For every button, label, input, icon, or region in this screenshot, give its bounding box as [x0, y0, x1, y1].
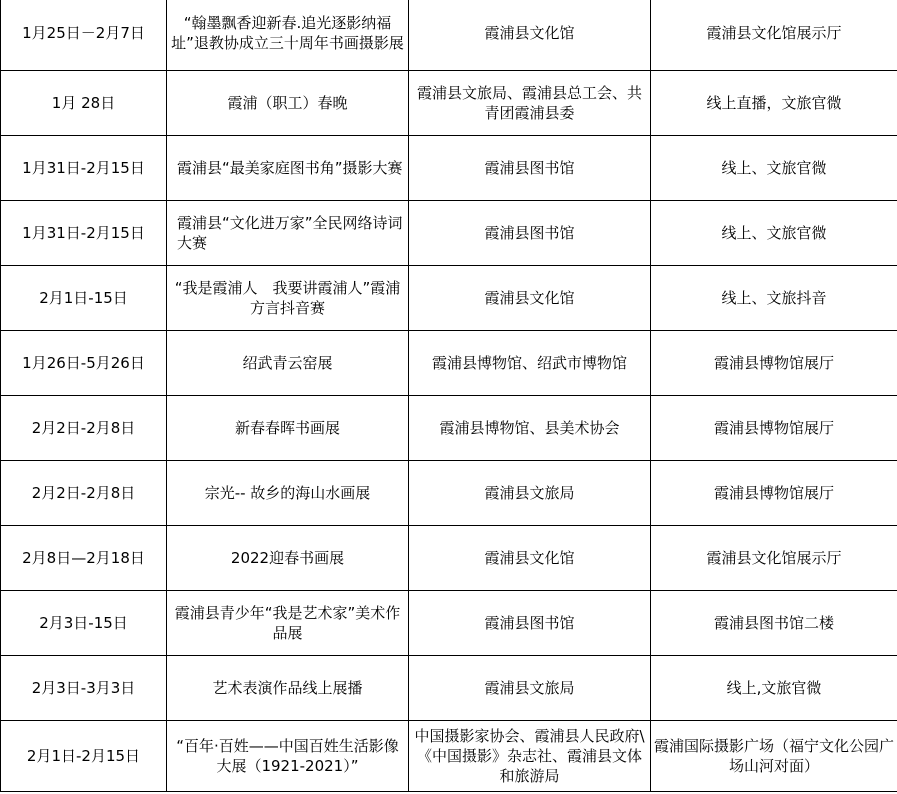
date-cell: 1月31日-2月15日: [1, 136, 167, 201]
event-cell: “百年·百姓——中国百姓生活影像大展（1921-2021）”: [167, 721, 409, 792]
venue-cell: 霞浦县文化馆展示厅: [651, 526, 897, 591]
date-cell: 2月1日-2月15日: [1, 721, 167, 792]
organizer-cell: 霞浦县图书馆: [409, 136, 651, 201]
venue-cell: 霞浦县博物馆展厅: [651, 396, 897, 461]
organizer-cell: 霞浦县文旅局、霞浦县总工会、共青团霞浦县委: [409, 71, 651, 136]
table-row: [1, 721, 897, 792]
event-cell: “我是霞浦人 我要讲霞浦人”霞浦方言抖音赛: [167, 266, 409, 331]
organizer-cell: 霞浦县博物馆、绍武市博物馆: [409, 331, 651, 396]
date-cell: 1月26日-5月26日: [1, 331, 167, 396]
table-row: [1, 266, 897, 331]
organizer-cell: 霞浦县文化馆: [409, 0, 651, 71]
event-cell: 霞浦（职工）春晚: [167, 71, 409, 136]
table-row: [1, 656, 897, 721]
table-row: [1, 136, 897, 201]
organizer-cell: 霞浦县文旅局: [409, 656, 651, 721]
event-cell: 霞浦县“文化进万家”全民网络诗词大赛: [167, 201, 409, 266]
date-cell: 2月2日-2月8日: [1, 396, 167, 461]
event-cell: “翰墨飘香迎新春.追光逐影纳福址”退教协成立三十周年书画摄影展: [167, 0, 409, 71]
table-row: [1, 396, 897, 461]
event-cell: 宗光-- 故乡的海山水画展: [167, 461, 409, 526]
organizer-cell: 霞浦县文旅局: [409, 461, 651, 526]
venue-cell: 线上、文旅抖音: [651, 266, 897, 331]
table-row: [1, 461, 897, 526]
table-row: [1, 331, 897, 396]
venue-cell: 霞浦县文化馆展示厅: [651, 0, 897, 71]
table-row: [1, 71, 897, 136]
event-cell: 艺术表演作品线上展播: [167, 656, 409, 721]
organizer-cell: 霞浦县博物馆、县美术协会: [409, 396, 651, 461]
organizer-cell: 霞浦县图书馆: [409, 201, 651, 266]
date-cell: 2月3日-15日: [1, 591, 167, 656]
venue-cell: 霞浦国际摄影广场（福宁文化公园广场山河对面）: [651, 721, 897, 792]
venue-cell: 霞浦县博物馆展厅: [651, 461, 897, 526]
event-cell: 新春春晖书画展: [167, 396, 409, 461]
event-cell: 霞浦县青少年“我是艺术家”美术作品展: [167, 591, 409, 656]
organizer-cell: 霞浦县文化馆: [409, 266, 651, 331]
venue-cell: 线上、文旅官微: [651, 136, 897, 201]
venue-cell: 线上、文旅官微: [651, 201, 897, 266]
organizer-cell: 中国摄影家协会、霞浦县人民政府\《中国摄影》杂志社、霞浦县文体和旅游局: [409, 721, 651, 792]
organizer-cell: 霞浦县图书馆: [409, 591, 651, 656]
organizer-cell: 霞浦县文化馆: [409, 526, 651, 591]
table-row: [1, 526, 897, 591]
table-row: [1, 0, 897, 71]
date-cell: 1月25日－2月7日: [1, 0, 167, 71]
event-cell: 2022迎春书画展: [167, 526, 409, 591]
date-cell: 2月3日-3月3日: [1, 656, 167, 721]
date-cell: 2月8日—2月18日: [1, 526, 167, 591]
date-cell: 2月2日-2月8日: [1, 461, 167, 526]
venue-cell: 线上直播，文旅官微: [651, 71, 897, 136]
event-cell: 霞浦县“最美家庭图书角”摄影大赛: [167, 136, 409, 201]
event-cell: 绍武青云窑展: [167, 331, 409, 396]
date-cell: 1月 28日: [1, 71, 167, 136]
venue-cell: 霞浦县图书馆二楼: [651, 591, 897, 656]
venue-cell: 霞浦县博物馆展厅: [651, 331, 897, 396]
table-row: [1, 591, 897, 656]
venue-cell: 线上,文旅官微: [651, 656, 897, 721]
date-cell: 2月1日-15日: [1, 266, 167, 331]
table-row: [1, 201, 897, 266]
date-cell: 1月31日-2月15日: [1, 201, 167, 266]
